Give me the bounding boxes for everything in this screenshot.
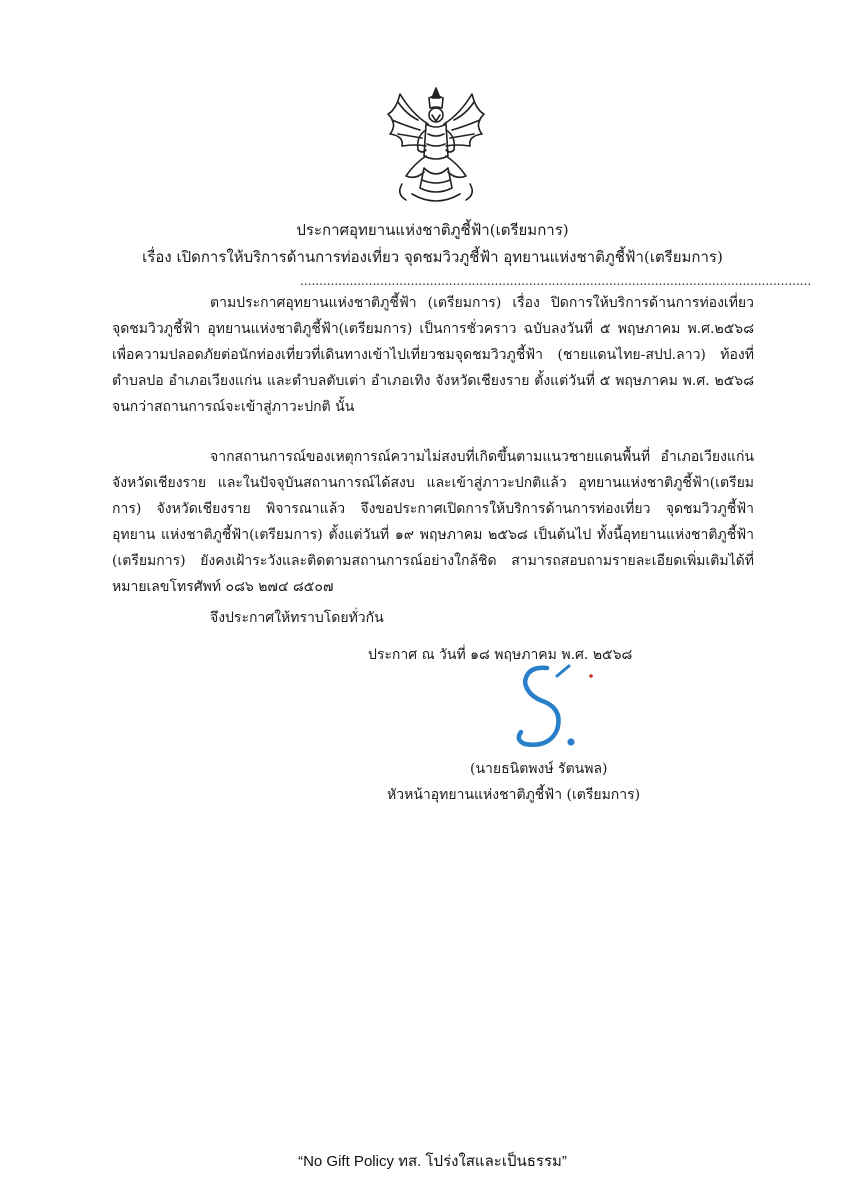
- announcement-date: ประกาศ ณ วันที่ ๑๘ พฤษภาคม พ.ศ. ๒๕๖๘: [368, 647, 633, 663]
- body-paragraph-2: [112, 444, 754, 600]
- body-paragraph-1: [112, 290, 754, 420]
- signer-name: (นายธนิตพงษ์ รัตนพล): [470, 761, 608, 777]
- signer-title: หัวหน้าอุทยานแห่งชาติภูชี้ฟ้า (เตรียมการ): [387, 787, 641, 803]
- garuda-emblem-icon: [382, 84, 490, 210]
- dotted-separator: ......................................................................................................................................: [300, 274, 812, 288]
- announcement-subject: เรื่อง เปิดการให้บริการด้านการท่องเที่ยว จุดชมวิวภูชี้ฟ้า อุทยานแห่งชาติภูชี้ฟ้า(เตรียมการ): [142, 248, 723, 266]
- announcement-title: ประกาศอุทยานแห่งชาติภูชี้ฟ้า(เตรียมการ): [296, 221, 569, 239]
- paragraph-1-text: ตามประกาศอุทยานแห่งชาติภูชี้ฟ้า (เตรียมการ) เรื่อง ปิดการให้บริการด้านการท่องเที่ยว จุดชมวิวภูชี้ฟ้า อุทยานแห่งชาติภูชี้ฟ้า(เตรียมการ) เป็นการชั่วคราว ฉบับลงวันที่ ๕ พฤษภาคม พ.ศ.๒๕๖๘ เพื่อความปลอดภัยต่อนักท่องเที่ยวที่เดินทางเข้าไปเที่ยวชมจุดชมวิวภูชี้ฟ้า (ชายแดนไทย-สปป.ลาว) ท้องที่ ตำบลปอ อำเภอเวียงแก่น และตำบลตับเต่า อำเภอเทิง จังหวัดเชียงราย ตั้งแต่วันที่ ๕ พฤษภาคม พ.ศ. ๒๕๖๘ จนกว่าสถานการณ์จะเข้าสู่ภาวะปกติ นั้น: [112, 295, 754, 415]
- handwritten-signature-icon: [505, 662, 605, 754]
- paragraph-2-text: จากสถานการณ์ของเหตุการณ์ความไม่สงบที่เกิดขึ้นตามแนวชายแดนพื้นที่ อำเภอเวียงแก่น จังหวัดเชียงราย และในปัจจุบันสถานการณ์ได้สงบ และเข้าสู่ภาวะปกติแล้ว อุทยานแห่งชาติภูชี้ฟ้า(เตรียมการ) จังหวัดเชียงราย พิจารณาแล้ว จึงขอประกาศเปิดการให้บริการด้านการท่องเที่ยว จุดชมวิวภูชี้ฟ้า อุทยาน แห่งชาติภูชี้ฟ้า(เตรียมการ) ตั้งแต่วันที่ ๑๙ พฤษภาคม ๒๕๖๘ เป็นต้นไป ทั้งนี้อุทยานแห่งชาติภูชี้ฟ้า (เตรียมการ) ยังคงเฝ้าระวังและติดตามสถานการณ์อย่างใกล้ชิด สามารถสอบถามรายละเอียดเพิ่มเติมได้ที่ หมายเลขโทรศัพท์ ๐๘๖ ๒๗๔ ๘๕๐๗: [112, 449, 754, 595]
- closing-statement: จึงประกาศให้ทราบโดยทั่วกัน: [210, 610, 384, 626]
- footer-motto: “No Gift Policy ทส. โปร่งใสและเป็นธรรม”: [298, 1153, 567, 1170]
